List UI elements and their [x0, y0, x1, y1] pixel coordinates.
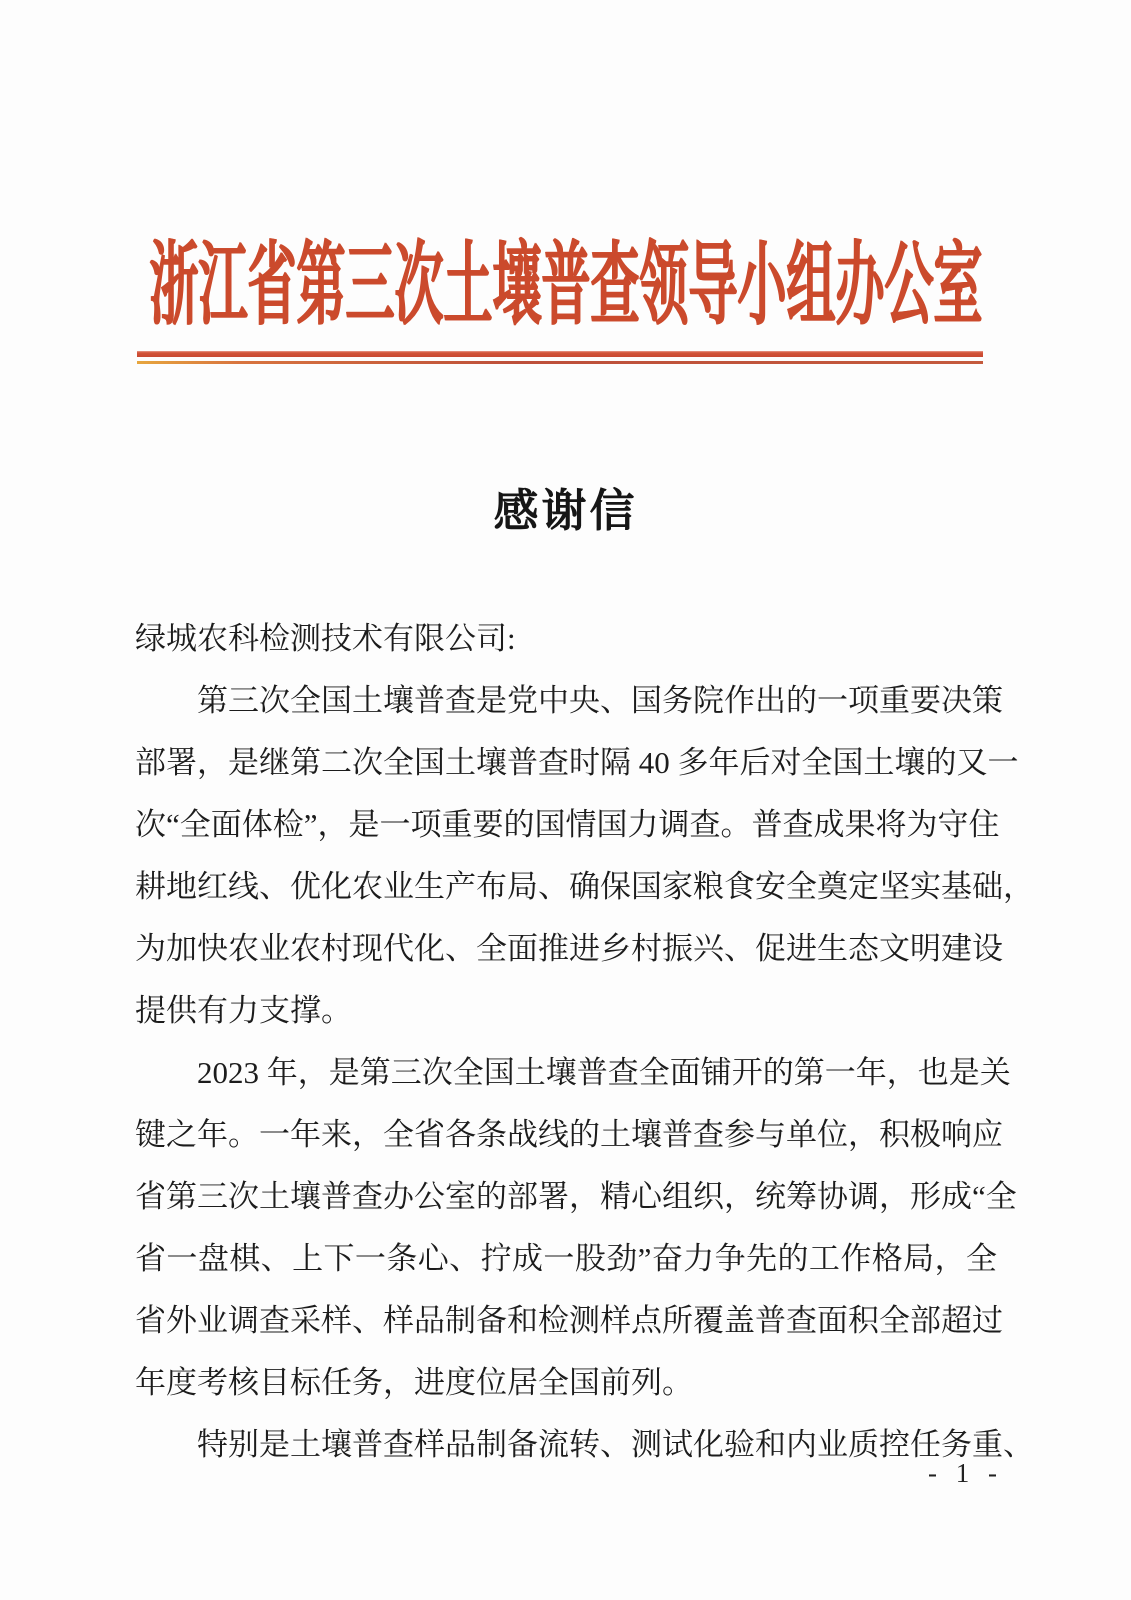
body-line: 年度考核目标任务，进度位居全国前列。 — [135, 1365, 693, 1400]
body-line: 次“全面体检”，是一项重要的国情国力调查。普查成果将为守住 — [135, 807, 1000, 842]
body-line: 提供有力支撑。 — [135, 993, 352, 1028]
salutation-line: 绿城农科检测技术有限公司: — [135, 621, 516, 656]
body-line: 为加快农业农村现代化、全面推进乡村振兴、促进生态文明建设 — [135, 931, 1003, 966]
body-line: 第三次全国土壤普查是党中央、国务院作出的一项重要决策 — [197, 683, 1003, 718]
body-line: 部署，是继第二次全国土壤普查时隔 40 多年后对全国土壤的又一 — [135, 745, 1019, 780]
body-line: 省第三次土壤普查办公室的部署，精心组织，统筹协调，形成“全 — [135, 1179, 1017, 1214]
letterhead-rule — [137, 351, 983, 364]
letterhead-rule-thin — [137, 361, 983, 364]
page-number: - 1 - — [928, 1458, 1003, 1488]
body-line: 键之年。一年来，全省各条战线的土壤普查参与单位，积极响应 — [135, 1117, 1003, 1152]
body-line: 特别是土壤普查样品制备流转、测试化验和内业质控任务重、 — [197, 1427, 1034, 1462]
body-line: 耕地红线、优化农业生产布局、确保国家粮食安全奠定坚实基础， — [135, 869, 1034, 904]
document-title: 感谢信 — [493, 486, 638, 536]
letter-body — [135, 608, 1034, 1476]
body-line: 2023 年，是第三次全国土壤普查全面铺开的第一年，也是关 — [197, 1055, 1011, 1090]
letterhead-title: 浙江省第三次土壤普查领导小组办公室 — [148, 234, 982, 337]
body-line: 省一盘棋、上下一条心、拧成一股劲”奋力争先的工作格局，全 — [135, 1241, 997, 1276]
body-line: 省外业调查采样、样品制备和检测样点所覆盖普查面积全部超过 — [135, 1303, 1003, 1338]
